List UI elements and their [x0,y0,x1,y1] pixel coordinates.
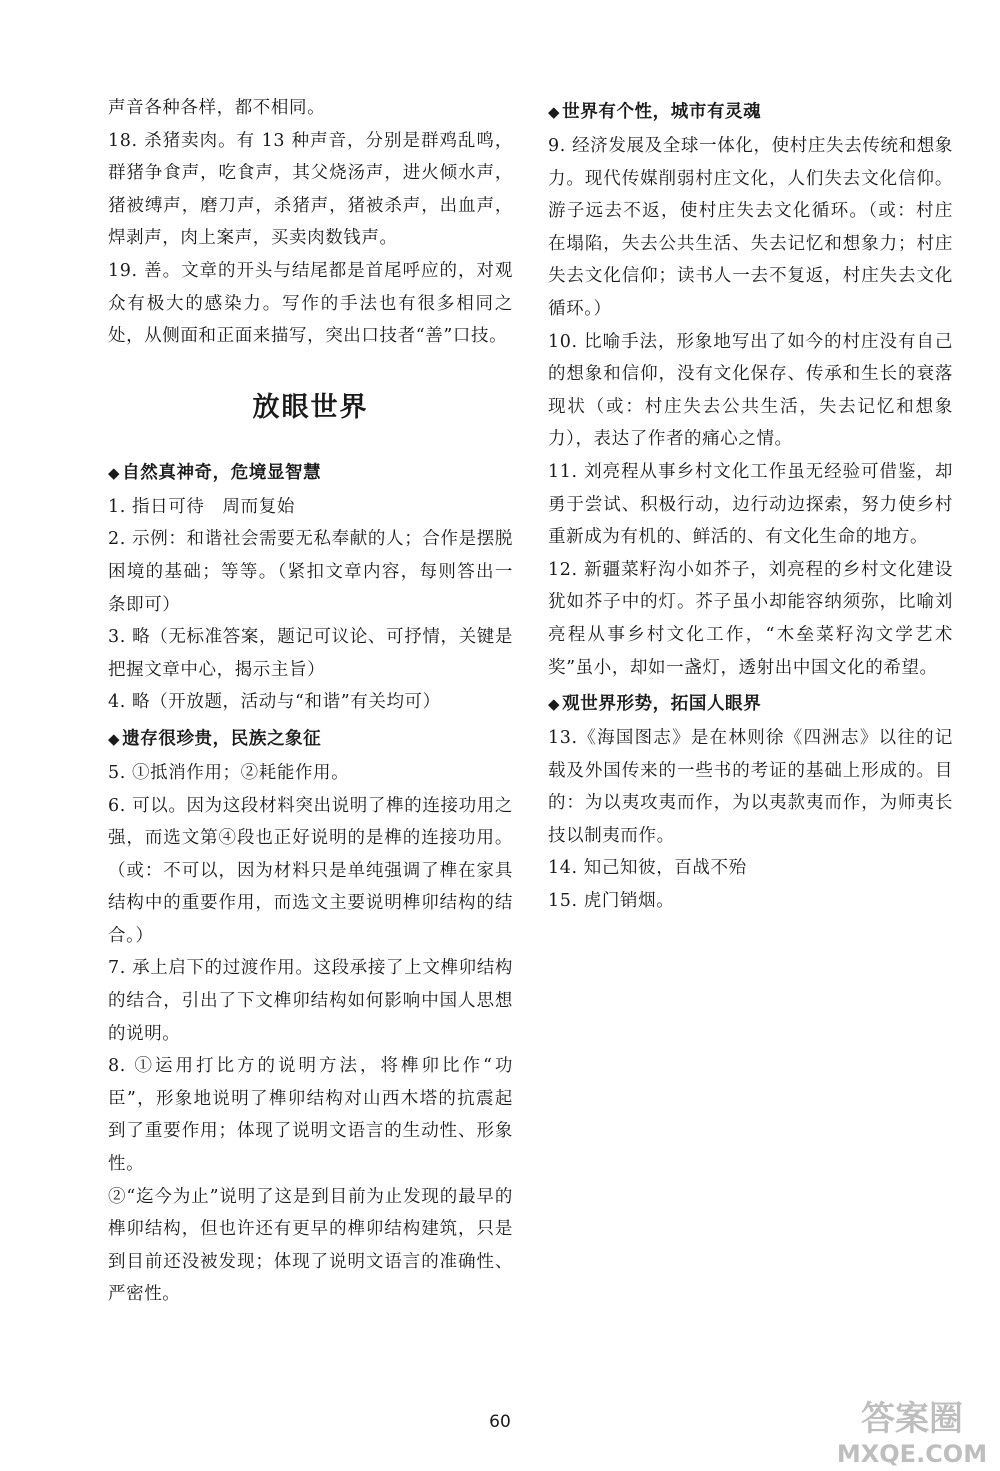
answer-item: 5. ①抵消作用；②耗能作用。 [108,762,350,783]
watermark-top-text: 答案圈 [861,1399,963,1439]
left-column [108,92,513,1311]
watermark-bottom-text: MXQE.COM [836,1440,988,1468]
answer-item: 14. 知己知彼，百战不殆 [548,858,747,879]
section-heading [108,457,513,489]
section-heading-text: 观世界形势，拓国人眼界 [562,694,762,715]
answer-item: 11. 刘亮程从事乡村文化工作虽无经验可借鉴，却勇于尝试、积极行动，边行动边探索，努力使乡村重新成为有机的、鲜活的、有文化生命的地方。 [548,461,953,548]
answer-item: 10. 比喻手法，形象地写出了如今的村庄没有自己的想象和信仰，没有文化保存、传承和生长的衰落现状（或：村庄失去公共生活，失去记忆和想象力），表达了作者的痛心之情。 [548,331,953,450]
right-column [548,92,953,918]
answer-item: 18. 杀猪卖肉。有 13 种声音，分别是群鸡乱鸣，群猪争食声，吃食声，其父烧汤声，进火倾水声，猪被缚声，磨刀声，杀猪声，猪被杀声，出血声，焊剥声，肉上案声，买卖肉数钱声。 [108,130,513,249]
answer-item: 3. 略（无标准答案，题记可议论、可抒情，关键是把握文章中心，揭示主旨） [108,627,513,680]
diamond-bullet-icon: ◆ [548,103,561,121]
section-heading-text: 世界有个性，城市有灵魂 [562,102,762,122]
answer-item: ②“迄今为止”说明了这是到目前为止发现的最早的榫卯结构，但也许还有更早的榫卯结构建筑，只是到目前还没被发现；体现了说明文语言的准确性、严密性。 [108,1186,513,1305]
answer-item: 13.《海国图志》是在林则徐《四洲志》以往的记载及外国传来的一些书的考证的基础上形成的。目的：为以夷攻夷而作，为以夷款夷而作，为师夷长技以制夷而作。 [548,728,953,846]
answer-item: 2. 示例：和谐社会需要无私奉献的人；合作是摆脱困境的基础；等等。（紧扣文章内容，每则答出一条即可） [108,529,513,615]
answer-item: 声音各种各样，都不相同。 [108,98,326,118]
section-heading [548,96,953,128]
answer-item: 6. 可以。因为这段材料突出说明了榫的连接功用之强，而选文第④段也正好说明的是榫的连接功用。（或：不可以，因为材料只是单纯强调了榫在家具结构中的重要作用，而选文主要说明榫卯结构的结合。） [108,795,513,946]
diamond-bullet-icon: ◆ [548,695,561,714]
answer-item: 9. 经济发展及全球一体化，使村庄失去传统和想象力。现代传媒削弱村庄文化，人们失去文化信仰。游子远去不返，使村庄失去文化循环。（或：村庄在塌陷，失去公共生活、失去记忆和想象力；村庄失去文化信仰；读书人一去不复返，村庄失去文化循环。） [548,136,953,319]
answer-item: 4. 略（开放题，活动与“和谐”有关均可） [108,692,441,713]
answer-item: 12. 新疆菜籽沟小如芥子，刘亮程的乡村文化建设犹如芥子中的灯。芥子虽小却能容纳须弥，比喻刘亮程从事乡村文化工作，“木垒菜籽沟文学艺术奖”虽小，却如一盏灯，透射出中国文化的希望。 [548,559,953,678]
answer-item: 19. 善。文章的开头与结尾都是首尾呼应的，对观众有极大的感染力。写作的手法也有很多相同之处，从侧面和正面来描写，突出口技者“善”口技。 [108,260,513,347]
answer-item: 7. 承上启下的过渡作用。这段承接了上文榫卯结构的结合，引出了下文榫卯结构如何影响中国人思想的说明。 [108,958,513,1044]
part-title: 放眼世界 [252,391,369,423]
section-heading-text: 自然真神奇，危境显智慧 [122,462,322,483]
answer-item: 1. 指日可待 周而复始 [108,496,295,517]
section-heading [548,688,953,720]
watermark-logo [830,1390,995,1468]
diamond-bullet-icon: ◆ [108,463,121,482]
diamond-bullet-icon: ◆ [108,729,121,748]
answer-item: 8. ①运用打比方的说明方法，将榫卯比作“功臣”，形象地说明了榫卯结构对山西木塔的抗震起到了重要作用；体现了说明文语言的生动性、形象性。 [108,1056,513,1175]
section-heading [108,723,513,755]
answer-item: 15. 虎门销烟。 [548,891,675,912]
page-number: 60 [489,1412,511,1432]
section-heading-text: 遗存很珍贵，民族之象征 [122,728,322,749]
